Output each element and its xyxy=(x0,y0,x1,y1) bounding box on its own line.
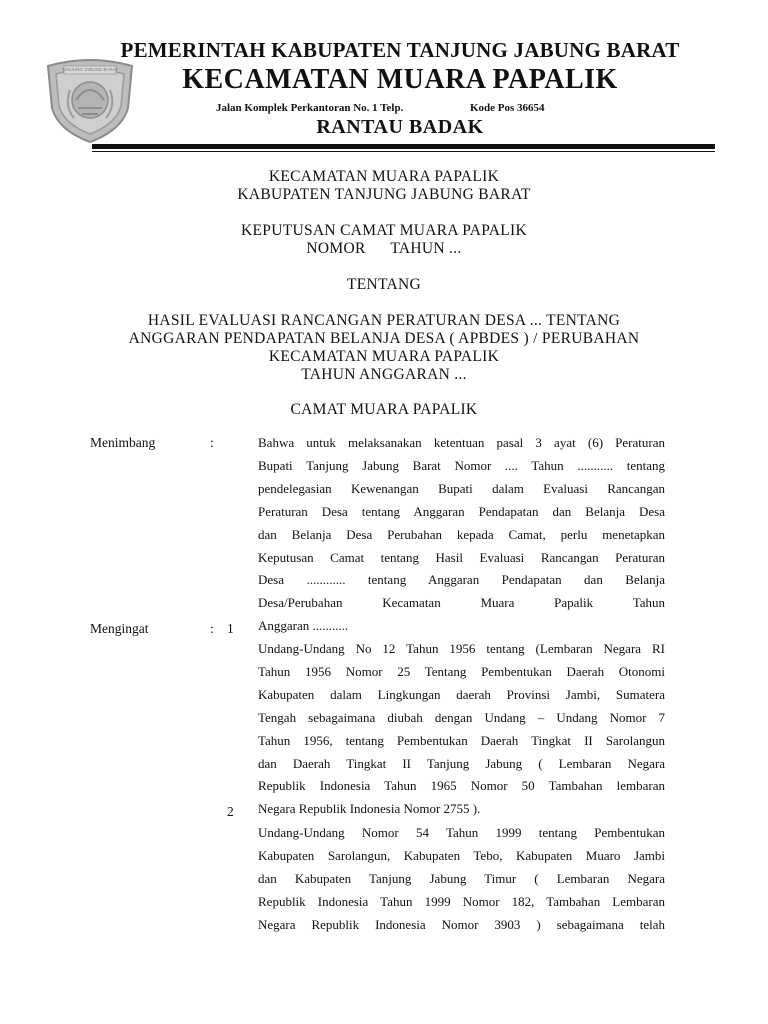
text-line: dan Kabupaten Tanjung Jabung Timur ( Lembaran Negara xyxy=(258,870,665,886)
official-title: CAMAT MUARA PAPALIK xyxy=(290,401,478,418)
decree-number: NOMOR TAHUN ... xyxy=(306,240,462,257)
government-name: PEMERINTAH KABUPATEN TANJUNG JABUNG BARAT xyxy=(120,38,680,62)
text-line: Undang-Undang Nomor 54 Tahun 1999 tentang Pembentukan xyxy=(258,825,665,840)
mengingat-item-1-text xyxy=(258,638,665,821)
text-line: Republik Indonesia Tahun 1965 Nomor 50 Tambahan lembaran xyxy=(258,778,665,794)
text-line: Bahwa untuk melaksanakan ketentuan pasal 3 ayat (6) Peraturan xyxy=(258,435,665,450)
text-line: Kabupaten Sarolangun, Kabupaten Tebo, Kabupaten Muaro Jambi xyxy=(258,847,665,863)
town-name: RANTAU BADAK xyxy=(316,116,484,138)
text-line: Negara Republik Indonesia Nomor 3903 ) sebagaimana telah xyxy=(258,916,665,932)
menimbang-text xyxy=(258,432,665,638)
mengingat-item-2-text xyxy=(258,822,665,937)
logo-text: TANJUNG JABUNG BARAT xyxy=(61,67,119,72)
letterhead-rule-thin xyxy=(92,151,715,152)
text-line: Kabupaten dalam Lingkungan daerah Provinsi Jambi, Sumatera xyxy=(258,686,665,702)
district-name: KECAMATAN MUARA PAPALIK xyxy=(182,64,618,95)
text-line: Tahun 1956 Nomor 25 Tentang Pembentukan Daerah Otonomi xyxy=(258,663,665,679)
menimbang-label: Menimbang xyxy=(90,435,156,450)
subject-line: TAHUN ANGGARAN ... xyxy=(301,366,467,383)
mengingat-label: Mengingat xyxy=(90,621,149,636)
text-line: Peraturan Desa tentang Anggaran Pendapatan dan Belanja Desa xyxy=(258,503,665,519)
letterhead-rule-thick xyxy=(92,144,715,149)
about-heading: TENTANG xyxy=(346,276,422,293)
text-line: Bupati Tanjung Jabung Barat Nomor .... Tahun ........... tentang xyxy=(258,457,665,473)
postal-code: Kode Pos 36654 xyxy=(470,102,545,114)
heading-office: KECAMATAN MUARA PAPALIK xyxy=(268,168,500,185)
text-line: pendelegasian Kewenangan Bupati dalam Evaluasi Rancangan xyxy=(258,480,665,496)
mengingat-item-number: 2 xyxy=(227,804,234,819)
text-line: dan Daerah Tingkat II Tanjung Jabung ( Lembaran Negara xyxy=(258,755,665,771)
subject-line: HASIL EVALUASI RANCANGAN PERATURAN DESA ... TENTANG xyxy=(147,312,621,329)
decree-title: KEPUTUSAN CAMAT MUARA PAPALIK xyxy=(241,222,527,239)
text-line: Tahun 1956, tentang Pembentukan Daerah Tingkat II Sarolangun xyxy=(258,732,665,748)
heading-regency: KABUPATEN TANJUNG JABUNG BARAT xyxy=(237,186,531,203)
text-line: Keputusan Camat tentang Hasil Evaluasi Rancangan Peraturan xyxy=(258,549,665,565)
office-address: Jalan Komplek Perkantoran No. 1 Telp. xyxy=(216,102,404,114)
text-line: Anggaran ........... xyxy=(258,618,349,634)
text-line: Republik Indonesia Tahun 1999 Nomor 182, Tambahan Lembaran xyxy=(258,893,665,909)
subject-line: KECAMATAN MUARA PAPALIK xyxy=(268,348,500,365)
text-line: Desa ............ tentang Anggaran Pendapatan dan Belanja xyxy=(258,572,665,588)
subject-line: ANGGARAN PENDAPATAN BELANJA DESA ( APBDES ) / PERUBAHAN xyxy=(128,330,640,347)
text-line: Desa/Perubahan Kecamatan Muara Papalik Tahun xyxy=(258,595,665,611)
text-line: Negara Republik Indonesia Nomor 2755 ). xyxy=(258,801,481,817)
mengingat-colon: : xyxy=(210,621,214,636)
menimbang-colon: : xyxy=(210,435,214,450)
text-line: Undang-Undang No 12 Tahun 1956 tentang (Lembaran Negara RI xyxy=(258,641,665,656)
text-line: Tengah sebagaimana diubah dengan Undang – Undang Nomor 7 xyxy=(258,709,665,725)
text-line: dan Belanja Desa Perubahan kepada Camat, perlu menetapkan xyxy=(258,526,665,542)
mengingat-item-number: 1 xyxy=(227,621,234,636)
